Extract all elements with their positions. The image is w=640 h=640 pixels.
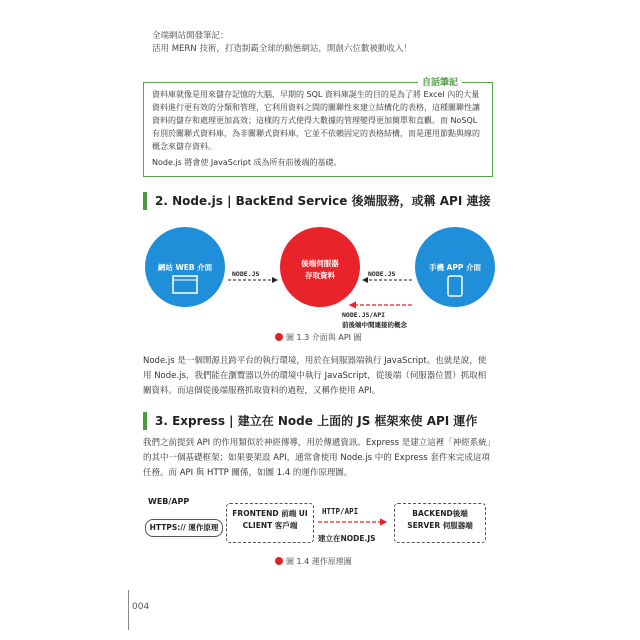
section-2-heading: 2. Node.js | BackEnd Service 後端服務，或稱 API 連接	[143, 192, 490, 210]
https-pill: HTTPS:// 運作原理	[145, 519, 223, 537]
figure-1-4-caption	[275, 556, 352, 567]
api-label-2: 前後端中間連接的概念	[342, 321, 407, 329]
header-line-1: 全端網站開發筆記：	[152, 31, 229, 41]
http-api-label: HTTP/API	[322, 507, 359, 516]
backend-box	[394, 503, 486, 543]
web-interface-label: 網站 WEB 介面	[157, 263, 213, 272]
frontend-line-1: FRONTEND 前端 UI	[232, 509, 308, 518]
api-diagram	[140, 222, 500, 334]
note-paragraph-1: 資料庫就像是用來儲存記憶的大腦，早期的 SQL 資料庫誕生的目的是為了將 Excel 內的大量資料進行更有效的分類和管理，它利用資料之間的關聯性來建立結構化的表格，這種關聯性讓資料的儲存和處理更加高效；這樣的方式使得大數據的管理變得更加簡單和直觀。而 NoSQL 有別於關聯式資料庫，為非關聯式資料庫，它並不依賴固定的表格結構，而是運用節點與線的概念來儲存資料。	[152, 90, 480, 151]
page-number-rule	[128, 590, 129, 630]
frontend-box	[226, 503, 314, 543]
arrow-right-label: NODE.JS	[368, 270, 396, 278]
caption-bullet-icon	[275, 333, 283, 341]
arrow-left-label: NODE.JS	[232, 270, 260, 278]
section-3-heading: 3. Express | 建立在 Node 上面的 JS 框架來使 API 運作	[143, 412, 477, 430]
built-on-node-label: 建立在NODE.JS	[318, 534, 376, 543]
section-3-body: 我們之前提到 API 的作用類似於神經傳導，用於傳遞資訊。Express 是建立這裡「神經系統」的其中一個基礎框架；如果要架設 API，通常會使用 Node.js 中的 Express 套件來完成這項任務。而 API 與 HTTP 關係，如圖 1.4 的運作原理圖。	[143, 438, 491, 478]
frontend-line-2: CLIENT 客戶端	[242, 521, 298, 530]
api-label-1: NODE.JS/API	[342, 311, 386, 319]
note-text	[152, 88, 486, 169]
section-2-body: Node.js 是一個開源且跨平台的執行環境，用於在伺服器端執行 JavaScript。也就是說，使用 Node.js，我們能在瀏覽器以外的環境中執行 JavaScript，從後端（伺服器位置）抓取相關資料。而這個從後端服務抓取資料的過程，又稱作使用 API。	[143, 356, 487, 396]
figure-1-4-caption-text: 圖 1.4 運作原理圖	[286, 557, 352, 566]
mobile-app-label: 手機 APP 介面	[428, 263, 482, 272]
note-label: 自話筆記	[418, 75, 462, 88]
figure-1-3-caption-text: 圖 1.3 介面與 API 圖	[286, 333, 362, 342]
backend-line-1: BACKEND後端	[412, 509, 468, 518]
webapp-label: WEB/APP	[148, 497, 190, 506]
caption-bullet-icon	[275, 557, 283, 565]
header-line-2: 活用 MERN 技術，打造制霸全球的動態網站，開創六位數被動收入！	[152, 44, 412, 54]
backend-label-2: 存取資料	[305, 271, 335, 280]
backend-label-1: 後端伺服器	[301, 259, 339, 268]
figure-1-3-caption	[275, 332, 362, 343]
http-arrow	[316, 517, 390, 527]
page-number: 004	[132, 602, 150, 612]
note-paragraph-2: Node.js 將會使 JavaScript 成為所有前後端的基礎。	[152, 158, 342, 167]
running-header	[152, 30, 412, 56]
backend-line-2: SERVER 伺服器端	[407, 521, 473, 530]
